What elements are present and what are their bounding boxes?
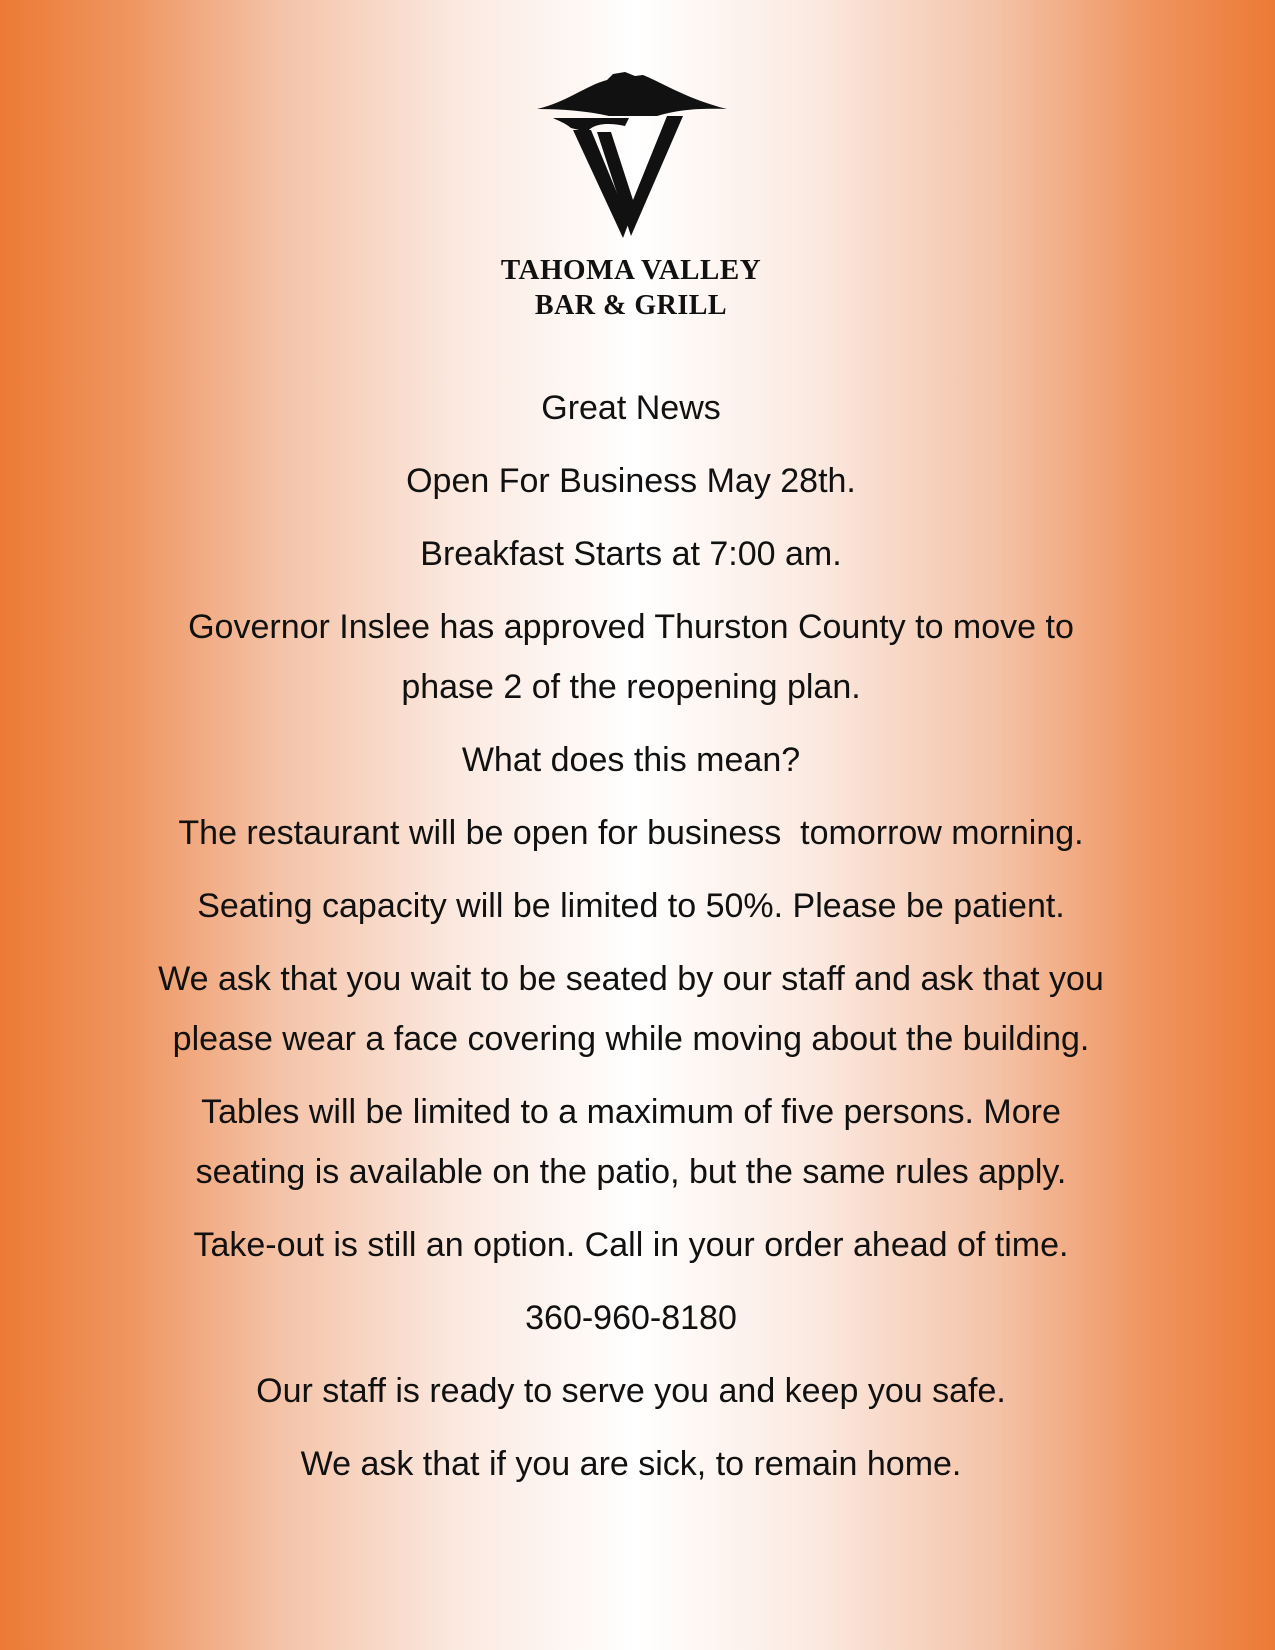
sick-note <box>70 1434 1192 1494</box>
phone-number <box>70 1288 1192 1348</box>
capacity-text: Seating capacity will be limited to 50%. Please be patient. <box>197 887 1065 925</box>
takeout-note <box>70 1215 1192 1275</box>
governor-paragraph <box>70 597 1192 717</box>
wait-line2: please wear a face covering while moving about the building. <box>172 1020 1090 1058</box>
capacity-note <box>70 876 1192 936</box>
governor-line1: Governor Inslee has approved Thurston County to move to <box>188 608 1074 646</box>
brand-name-line1: TAHOMA VALLEY <box>500 254 762 286</box>
mountain-tv-logo-icon <box>537 72 727 252</box>
brand-name-line2: BAR & GRILL <box>534 290 728 321</box>
open-date <box>70 451 1192 511</box>
wait-paragraph <box>70 949 1192 1069</box>
question-text: What does this mean? <box>461 741 801 779</box>
open-date-text: Open For Business May 28th. <box>406 462 856 500</box>
question <box>70 730 1192 790</box>
breakfast-text: Breakfast Starts at 7:00 am. <box>420 535 842 573</box>
wait-line1: We ask that you wait to be seated by our staff and ask that you <box>158 960 1104 998</box>
tables-paragraph <box>70 1082 1192 1202</box>
open-tomorrow <box>70 803 1192 863</box>
phone-text: 360-960-8180 <box>525 1299 737 1337</box>
staff-note <box>70 1361 1192 1421</box>
headline <box>70 378 1192 438</box>
open-tomorrow-text: The restaurant will be open for business tomorrow morning. <box>178 814 1084 852</box>
notice-body <box>70 378 1192 1507</box>
sick-text: We ask that if you are sick, to remain home. <box>300 1445 962 1483</box>
staff-text: Our staff is ready to serve you and keep you safe. <box>256 1372 1006 1410</box>
governor-line2: phase 2 of the reopening plan. <box>401 668 861 706</box>
logo-t-bar <box>553 118 629 132</box>
breakfast-time <box>70 524 1192 584</box>
headline-text: Great News <box>541 389 721 427</box>
tables-line2: seating is available on the patio, but the same rules apply. <box>195 1153 1067 1191</box>
mountain-shape <box>537 72 727 116</box>
tables-line1: Tables will be limited to a maximum of five persons. More <box>201 1093 1061 1131</box>
takeout-text: Take-out is still an option. Call in your order ahead of time. <box>193 1226 1069 1264</box>
brand-logo <box>537 72 727 252</box>
